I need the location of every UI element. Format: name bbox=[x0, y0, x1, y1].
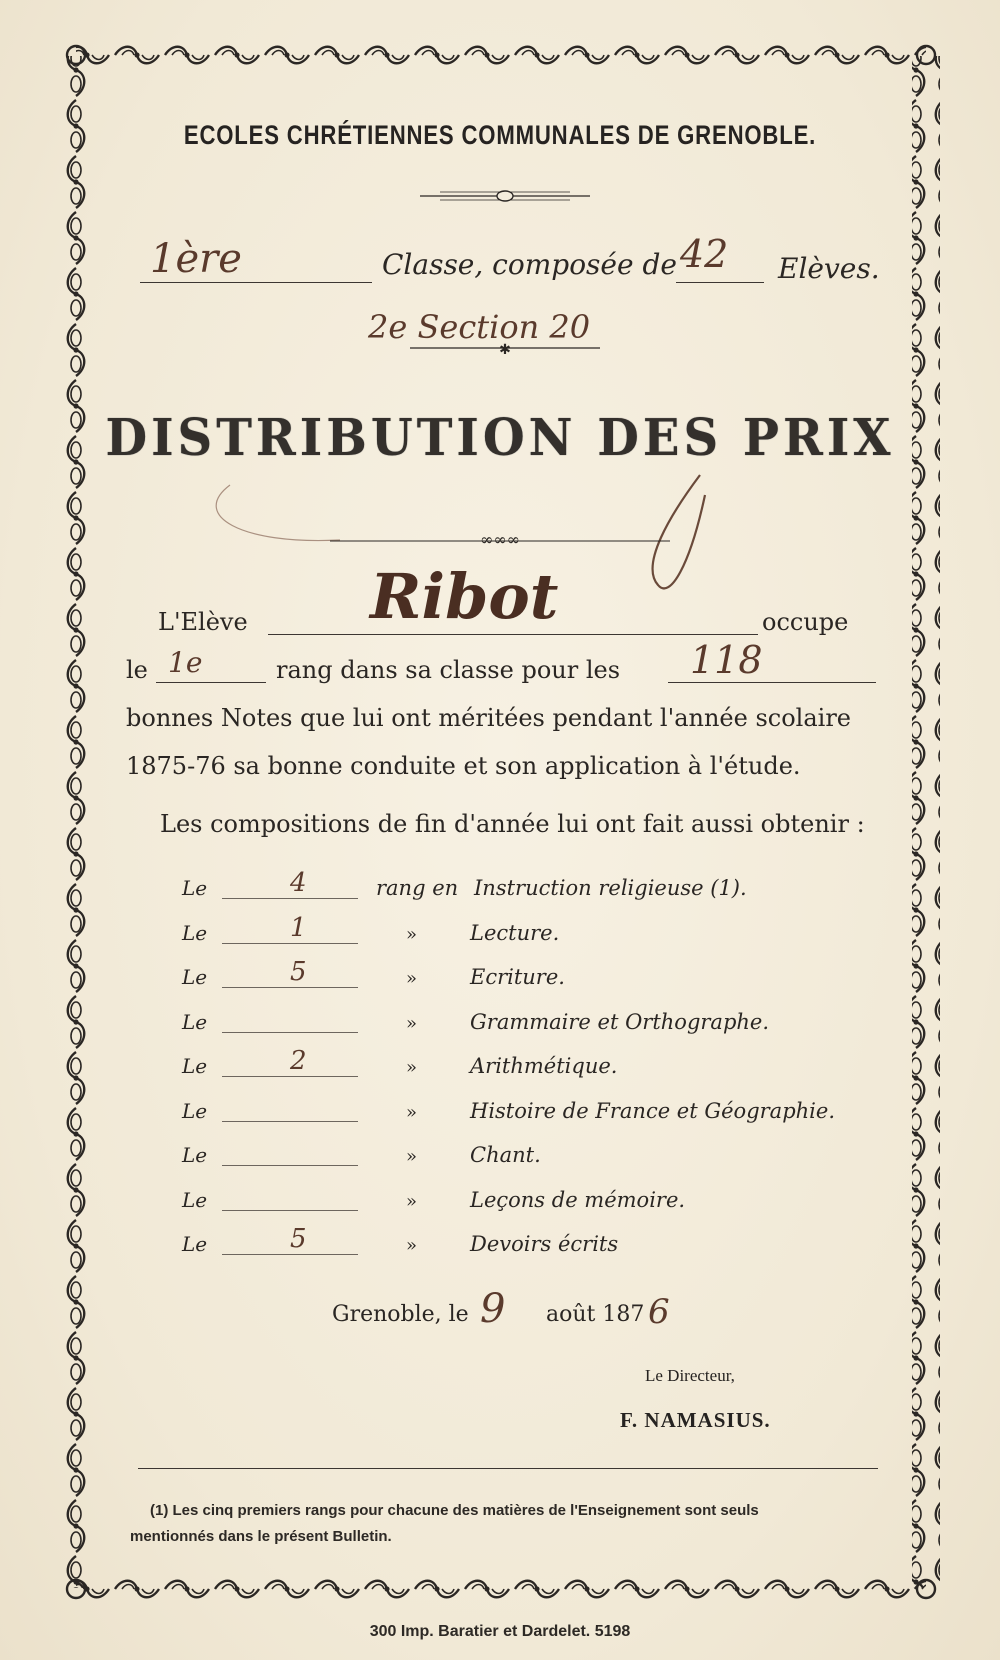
subject-rank-line bbox=[222, 1121, 358, 1122]
subject-name: Chant. bbox=[470, 1143, 541, 1167]
student-name: Ribot bbox=[370, 560, 559, 633]
section-rule bbox=[410, 342, 600, 356]
subject-le: Le bbox=[182, 1010, 208, 1034]
subject-le: Le bbox=[182, 876, 208, 900]
subject-separator: » bbox=[406, 1102, 418, 1123]
subject-separator: » bbox=[406, 1235, 418, 1256]
footnote-line-1: (1) Les cinq premiers rangs pour chacune des matières de l'Enseignement sont seuls bbox=[150, 1502, 759, 1519]
class-handwritten: 1ère bbox=[150, 236, 242, 282]
subject-separator: » bbox=[406, 1146, 418, 1167]
svg-text:✱: ✱ bbox=[499, 342, 511, 356]
subject-le: Le bbox=[182, 965, 208, 989]
class-label: Classe, composée de bbox=[382, 248, 677, 281]
subject-rank: 4 bbox=[290, 868, 307, 898]
class-rank: 1e bbox=[168, 646, 203, 679]
subject-le: Le bbox=[182, 1099, 208, 1123]
occupies-text: occupe bbox=[762, 608, 849, 636]
subject-rank-line bbox=[222, 987, 358, 988]
notes-count: 118 bbox=[690, 638, 763, 682]
student-label: L'Elève bbox=[158, 608, 248, 636]
month-year-text: août 187 bbox=[546, 1302, 645, 1327]
signature-day: 9 bbox=[480, 1286, 506, 1332]
section-handwritten: 2e Section 20 bbox=[368, 308, 591, 346]
subject-rank: 5 bbox=[290, 1224, 307, 1254]
subject-name: Histoire de France et Géographie. bbox=[470, 1099, 835, 1123]
subject-separator: rang en bbox=[376, 876, 459, 900]
subject-le: Le bbox=[182, 1188, 208, 1212]
footnote-line-2: mentionnés dans le présent Bulletin. bbox=[130, 1528, 392, 1545]
printer-imprint: 300 Imp. Baratier et Dardelet. 5198 bbox=[369, 1623, 631, 1640]
subject-name: Devoirs écrits bbox=[470, 1232, 619, 1256]
subject-name: Arithmétique. bbox=[470, 1054, 618, 1078]
subject-name: Grammaire et Orthographe. bbox=[470, 1010, 770, 1034]
subject-separator: » bbox=[406, 924, 418, 945]
subject-separator: » bbox=[406, 1013, 418, 1034]
subject-name: Lecture. bbox=[470, 921, 560, 945]
pupil-count: 42 bbox=[680, 232, 729, 276]
subject-name: Ecriture. bbox=[470, 965, 565, 989]
notes-line bbox=[668, 682, 876, 683]
rank-text: rang dans sa classe pour les bbox=[276, 656, 621, 684]
director-label: Le Directeur, bbox=[645, 1366, 735, 1385]
pupil-count-line bbox=[676, 282, 764, 283]
subject-name: Leçons de mémoire. bbox=[470, 1188, 686, 1212]
subject-rank-line bbox=[222, 1076, 358, 1077]
pupils-label: Elèves. bbox=[778, 252, 880, 285]
compositions-intro: Les compositions de fin d'année lui ont fait aussi obtenir : bbox=[160, 810, 865, 838]
subject-rank-line bbox=[222, 1032, 358, 1033]
subject-le: Le bbox=[182, 1054, 208, 1078]
student-name-line bbox=[268, 634, 758, 635]
subject-rank-line bbox=[222, 1165, 358, 1166]
subject-rank-line bbox=[222, 943, 358, 944]
sentence-line-4: 1875-76 sa bonne conduite et son application à l'étude. bbox=[126, 752, 801, 780]
subject-rank-line bbox=[222, 1210, 358, 1211]
subject-rank: 5 bbox=[290, 957, 307, 987]
subject-rank: 2 bbox=[290, 1046, 307, 1076]
subject-le: Le bbox=[182, 1143, 208, 1167]
main-title: DISTRIBUTION DES PRIX bbox=[105, 408, 895, 468]
header-ornament bbox=[420, 188, 590, 204]
director-name: F. NAMASIUS. bbox=[620, 1408, 771, 1432]
le-text: le bbox=[126, 656, 148, 684]
subject-le: Le bbox=[182, 921, 208, 945]
subject-rank: 1 bbox=[290, 913, 307, 943]
subject-separator: » bbox=[406, 968, 418, 989]
subject-rank-line bbox=[222, 898, 358, 899]
subject-le: Le bbox=[182, 1232, 208, 1256]
place-text: Grenoble, le bbox=[332, 1302, 469, 1327]
subject-separator: » bbox=[406, 1057, 418, 1078]
year-digit: 6 bbox=[648, 1292, 670, 1332]
class-blank-line bbox=[140, 282, 372, 283]
rank-line bbox=[156, 682, 266, 683]
subject-separator: » bbox=[406, 1191, 418, 1212]
subject-rank-line bbox=[222, 1254, 358, 1255]
school-name: ECOLES CHRÉTIENNES COMMUNALES DE GRENOBLE. bbox=[183, 120, 817, 150]
subject-name: Instruction religieuse (1). bbox=[474, 876, 747, 900]
svg-text:∞∞∞: ∞∞∞ bbox=[480, 530, 520, 549]
footnote-separator bbox=[138, 1468, 878, 1469]
sentence-line-3: bonnes Notes que lui ont méritées pendant l'année scolaire bbox=[126, 704, 851, 732]
